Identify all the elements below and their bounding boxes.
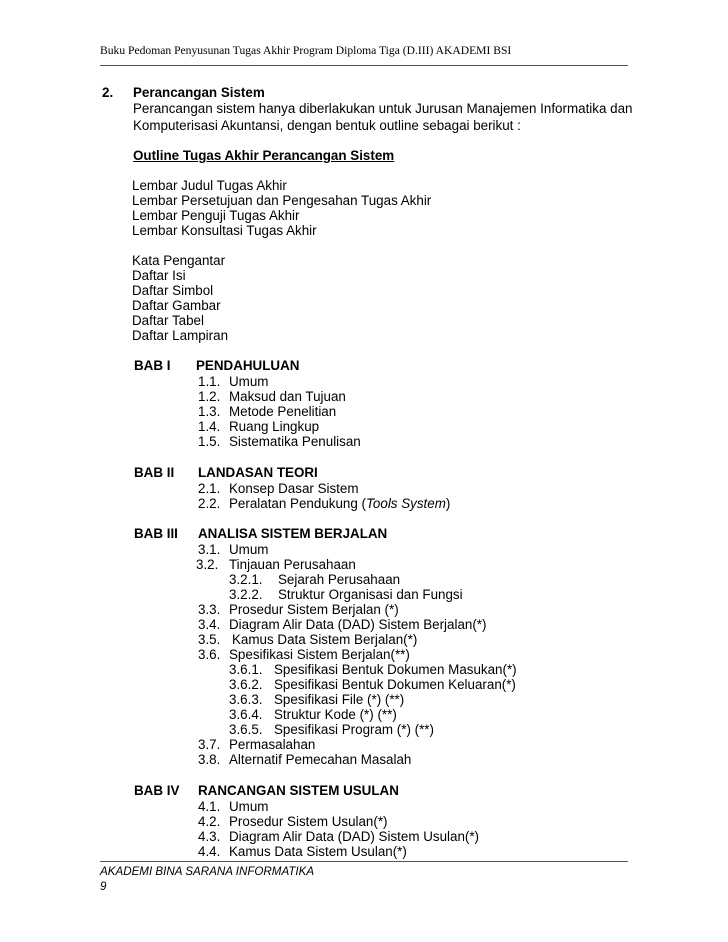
front-page-item: Lembar Penguji Tugas Akhir [132,208,300,223]
toc-item: Ruang Lingkup [229,419,320,434]
toc-item: Spesifikasi File (*) (**) [274,692,405,707]
item-number: 3.6. [198,647,221,662]
item-number: 3.2.2. [229,587,263,602]
item-number: 3.2. [196,557,219,572]
toc-item: Spesifikasi Bentuk Dokumen Keluaran(*) [274,677,516,692]
item-number: 4.3. [198,829,221,844]
toc-item: Umum [229,799,269,814]
chapter-label: BAB I [134,358,171,373]
front-page-item: Lembar Persetujuan dan Pengesahan Tugas Akhir [132,193,432,208]
chapter-title: PENDAHULUAN [196,358,300,373]
chapter-title: ANALISA SISTEM BERJALAN [198,526,388,541]
item-number: 2.2. [198,496,221,511]
toc-item: Spesifikasi Sistem Berjalan(**) [229,647,410,662]
toc-item: Umum [229,374,269,389]
front-list-item: Daftar Isi [132,268,186,283]
chapter-label: BAB II [134,465,175,480]
toc-item: Metode Penelitian [229,404,337,419]
item-number: 3.3. [198,602,221,617]
toc-item-after: ) [445,496,451,511]
front-list-item: Daftar Simbol [132,283,214,298]
front-list-item: Kata Pengantar [132,253,226,268]
footer-institution: AKADEMI BINA SARANA INFORMATIKA [100,865,315,878]
footer-rule [100,861,628,862]
item-number: 3.4. [198,617,221,632]
item-number: 4.1. [198,799,221,814]
toc-item: Sejarah Perusahaan [278,572,401,587]
toc-item: Struktur Organisasi dan Fungsi [278,587,463,602]
item-number: 3.7. [198,737,221,752]
item-number: 4.2. [198,814,221,829]
section-intro-line-2: Komputerisasi Akuntansi, dengan bentuk outline sebagai berikut : [133,118,521,133]
toc-item: Alternatif Pemecahan Masalah [229,752,412,767]
header-rule [100,65,628,66]
toc-item: Spesifikasi Program (*) (**) [274,722,434,737]
item-number: 1.4. [198,419,221,434]
item-number: 1.1. [198,374,221,389]
item-number: 3.6.4. [229,707,263,722]
item-number: 3.6.3. [229,692,263,707]
toc-item: Struktur Kode (*) (**) [274,707,397,722]
toc-item: Kamus Data Sistem Berjalan(*) [232,632,418,647]
toc-item: Spesifikasi Bentuk Dokumen Masukan(*) [274,662,517,677]
item-number: 3.2.1. [229,572,263,587]
chapter-label: BAB III [134,526,178,541]
item-number: 1.5. [198,434,221,449]
toc-item: Sistematika Penulisan [229,434,361,449]
item-number: 3.6.5. [229,722,263,737]
toc-item: Prosedur Sistem Berjalan (*) [229,602,399,617]
chapter-title: RANCANGAN SISTEM USULAN [198,783,399,798]
toc-item-italic: Tools System [365,496,446,511]
toc-item: Permasalahan [229,737,316,752]
front-list-item: Daftar Gambar [132,298,221,313]
item-number: 4.4. [198,844,221,859]
toc-item: Konsep Dasar Sistem [229,481,359,496]
chapter-label: BAB IV [134,783,180,798]
toc-item: Prosedur Sistem Usulan(*) [229,814,388,829]
section-number: 2. [102,85,114,100]
chapter-title: LANDASAN TEORI [198,465,318,480]
item-number: 2.1. [198,481,221,496]
front-page-item: Lembar Konsultasi Tugas Akhir [132,223,317,238]
front-list-item: Daftar Lampiran [132,328,229,343]
item-number: 1.2. [198,389,221,404]
item-number: 3.1. [198,542,221,557]
toc-item: Tinjauan Perusahaan [229,557,356,572]
toc-item: Kamus Data Sistem Usulan(*) [229,844,407,859]
item-number: 3.8. [198,752,221,767]
item-number: 1.3. [198,404,221,419]
toc-item: Umum [229,542,269,557]
toc-item: Diagram Alir Data (DAD) Sistem Usulan(*) [229,829,480,844]
front-list-item: Daftar Tabel [132,313,204,328]
outline-title: Outline Tugas Akhir Perancangan Sistem [133,148,395,163]
toc-item: Maksud dan Tujuan [229,389,346,404]
section-title: Perancangan Sistem [133,85,265,100]
front-page-item: Lembar Judul Tugas Akhir [132,178,287,193]
item-number: 3.6.2. [229,677,263,692]
section-intro-line-1: Perancangan sistem hanya diberlakukan untuk Jurusan Manajemen Informatika dan [133,101,633,116]
page-number: 9 [100,880,107,893]
running-header: Buku Pedoman Penyusunan Tugas Akhir Program Diploma Tiga (D.III) AKADEMI BSI [100,44,512,57]
item-number: 3.6.1. [229,662,263,677]
toc-item-text: Peralatan Pendukung ( [229,496,366,511]
toc-item: Diagram Alir Data (DAD) Sistem Berjalan(*) [229,617,487,632]
item-number: 3.5. [198,632,221,647]
toc-item [229,496,450,512]
